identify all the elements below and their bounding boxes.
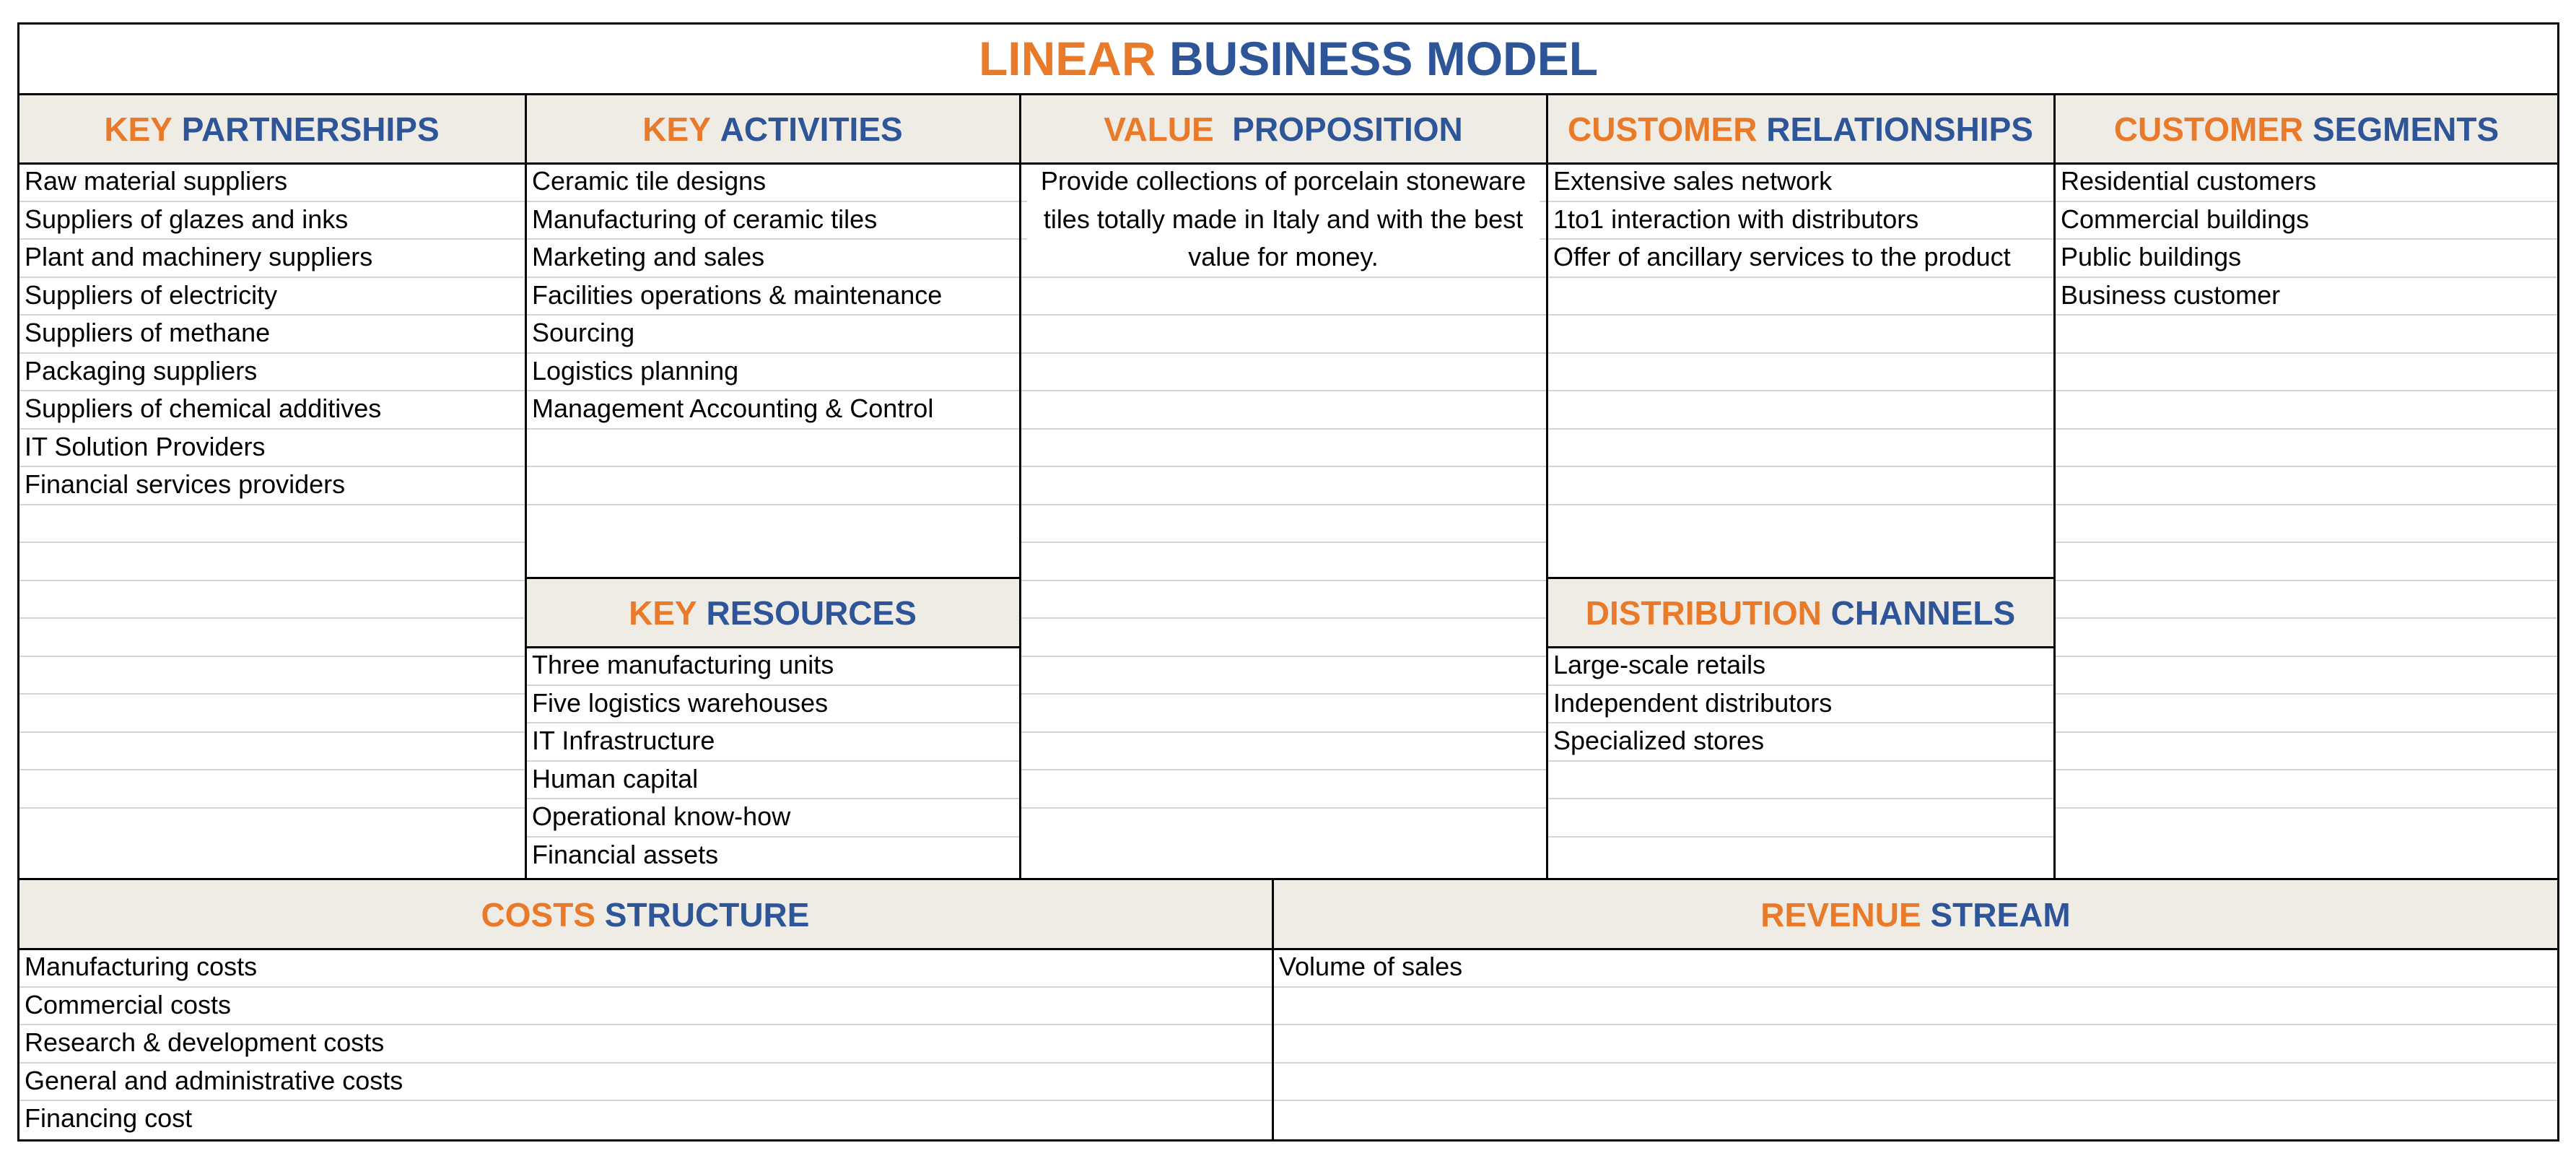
header-key-activities	[525, 94, 1020, 164]
customer-relationships-list	[1547, 164, 2054, 543]
list-item: Large-scale retails	[1547, 648, 2054, 686]
list-item: Suppliers of chemical additives	[18, 391, 525, 430]
list-item	[1272, 988, 2559, 1026]
list-item	[525, 430, 1020, 468]
header-value-proposition-b: PROPOSITION	[1232, 110, 1463, 148]
list-item: Facilities operations & maintenance	[525, 278, 1020, 316]
list-item: Offer of ancillary services to the product	[1547, 240, 2054, 278]
grid-row	[1020, 543, 1547, 581]
header-customer-relationships	[1547, 94, 2054, 164]
list-item	[2054, 354, 2559, 392]
header-key-partnerships	[18, 94, 525, 164]
header-key-partnerships-b: PARTNERSHIPS	[181, 110, 440, 148]
header-revenue-stream-a: REVENUE	[1760, 895, 1921, 934]
header-customer-segments	[2054, 94, 2559, 164]
list-item	[18, 770, 525, 809]
header-distribution-channels-a: DISTRIBUTION	[1585, 593, 1822, 632]
grid-row	[1020, 278, 1547, 316]
grid-row	[1020, 581, 1547, 619]
list-item	[2054, 581, 2559, 619]
list-item: Plant and machinery suppliers	[18, 240, 525, 278]
header-distribution-channels-b: CHANNELS	[1830, 593, 2016, 632]
value-proposition-text: Provide collections of porcelain stoneware tiles totally made in Italy and with the best value for money.	[1027, 162, 1540, 277]
divider-col-3	[1546, 93, 1548, 879]
header-revenue-stream-b: STREAM	[1930, 895, 2071, 934]
list-item: Packaging suppliers	[18, 354, 525, 392]
key-activities-list	[525, 164, 1020, 543]
list-item	[1547, 762, 2054, 800]
header-value-proposition	[1020, 94, 1547, 164]
divider-title	[17, 93, 2559, 95]
customer-segments-list	[2054, 164, 2559, 846]
grid-row	[1020, 430, 1547, 468]
list-item: General and administrative costs	[18, 1064, 1272, 1102]
list-item	[18, 809, 525, 847]
header-customer-relationships-b: RELATIONSHIPS	[1766, 110, 2033, 148]
divider-col-2	[1019, 93, 1021, 879]
list-item	[2054, 543, 2559, 581]
list-item: Financial assets	[532, 839, 719, 869]
list-item	[1272, 1064, 2559, 1102]
list-item	[18, 733, 525, 771]
list-item: Financial services providers	[18, 467, 525, 505]
divider-bottom-headers	[17, 948, 2559, 950]
list-item: 1to1 interaction with distributors	[1547, 202, 2054, 240]
list-item: Commercial buildings	[2054, 202, 2559, 240]
list-item: Raw material suppliers	[18, 164, 525, 202]
list-item: Three manufacturing units	[525, 648, 1020, 686]
list-item: Volume of sales	[1272, 949, 2559, 988]
list-item	[1547, 430, 2054, 468]
list-item: Financing cost	[25, 1103, 193, 1133]
list-item	[1547, 838, 2054, 876]
grid-row	[1020, 695, 1547, 733]
border-bottom	[17, 1139, 2559, 1142]
grid-row	[1020, 316, 1547, 354]
list-item: IT Infrastructure	[525, 723, 1020, 762]
title-word-linear: LINEAR	[978, 32, 1156, 85]
list-item	[18, 695, 525, 733]
divider-distribution-top	[1546, 577, 2056, 579]
grid-row	[1020, 809, 1547, 847]
list-item	[1547, 505, 2054, 544]
list-item	[2054, 619, 2559, 657]
list-item	[1547, 391, 2054, 430]
list-item: Research & development costs	[18, 1025, 1272, 1064]
costs-structure-list	[18, 949, 1272, 1139]
distribution-channels-list	[1547, 648, 2054, 875]
header-distribution-channels	[1547, 578, 2054, 648]
key-resources-list	[525, 648, 1020, 875]
list-item: Specialized stores	[1547, 723, 2054, 762]
list-item: Suppliers of glazes and inks	[18, 202, 525, 240]
grid-row	[1020, 505, 1547, 544]
divider-headers	[17, 162, 2559, 165]
list-item: Sourcing	[525, 316, 1020, 354]
divider-bottom-col	[1272, 878, 1274, 1141]
list-item: Five logistics warehouses	[525, 686, 1020, 724]
divider-bottom-sections	[17, 878, 2559, 880]
list-item	[2054, 657, 2559, 695]
list-item	[18, 657, 525, 695]
list-item: Manufacturing costs	[18, 949, 1272, 988]
header-costs-structure-a: COSTS	[481, 895, 595, 934]
grid-row	[1020, 391, 1547, 430]
list-item: Human capital	[525, 762, 1020, 800]
list-item: Public buildings	[2054, 240, 2559, 278]
header-key-partnerships-a: KEY	[104, 110, 173, 148]
key-partnerships-list	[18, 164, 525, 846]
revenue-stream-list	[1272, 949, 2559, 1139]
list-item: Logistics planning	[525, 354, 1020, 392]
list-item: Extensive sales network	[1547, 164, 2054, 202]
list-item: Suppliers of methane	[18, 316, 525, 354]
list-item	[2054, 430, 2559, 468]
header-revenue-stream	[1272, 879, 2559, 949]
list-item	[1547, 799, 2054, 838]
header-value-proposition-a: VALUE	[1104, 110, 1214, 148]
list-item: Suppliers of electricity	[18, 278, 525, 316]
header-key-resources-b: RESOURCES	[706, 593, 917, 632]
list-item	[2054, 505, 2559, 544]
list-item: Independent distributors	[1547, 686, 2054, 724]
divider-col-1	[525, 93, 527, 879]
header-customer-relationships-a: CUSTOMER	[1568, 110, 1758, 148]
list-item: Operational know-how	[525, 799, 1020, 838]
list-item	[1547, 278, 2054, 316]
title-word-business-model: BUSINESS MODEL	[1169, 32, 1599, 85]
list-item	[1547, 354, 2054, 392]
list-item	[2054, 770, 2559, 809]
header-key-activities-a: KEY	[642, 110, 711, 148]
grid-row	[1020, 733, 1547, 771]
list-item: Residential customers	[2054, 164, 2559, 202]
list-item	[18, 581, 525, 619]
header-costs-structure-b: STRUCTURE	[604, 895, 810, 934]
header-key-resources	[525, 578, 1020, 648]
list-item: Business customer	[2054, 278, 2559, 316]
header-key-activities-b: ACTIVITIES	[720, 110, 903, 148]
list-item	[2054, 467, 2559, 505]
list-item	[2054, 316, 2559, 354]
border-top	[17, 22, 2559, 25]
border-left	[17, 22, 19, 1142]
grid-row	[1020, 619, 1547, 657]
grid-row	[1020, 770, 1547, 809]
list-item: Management Accounting & Control	[525, 391, 1020, 430]
grid-row	[1020, 657, 1547, 695]
divider-col-4	[2053, 93, 2056, 879]
header-key-resources-a: KEY	[629, 593, 697, 632]
list-item	[2054, 695, 2559, 733]
divider-distribution-bottom	[1546, 646, 2056, 648]
divider-key-resources-bottom	[525, 646, 1021, 648]
list-item: Ceramic tile designs	[525, 164, 1020, 202]
list-item	[1272, 1025, 2559, 1064]
list-item: Marketing and sales	[525, 240, 1020, 278]
header-customer-segments-a: CUSTOMER	[2113, 110, 2304, 148]
list-item	[18, 505, 525, 544]
divider-key-resources-top	[525, 577, 1021, 579]
list-item	[18, 619, 525, 657]
list-item: Commercial costs	[18, 988, 1272, 1026]
list-item: Manufacturing of ceramic tiles	[525, 202, 1020, 240]
list-item	[1272, 1101, 2559, 1139]
header-customer-segments-b: SEGMENTS	[2313, 110, 2499, 148]
list-item	[525, 505, 1020, 544]
grid-row	[1020, 354, 1547, 392]
list-item	[2054, 391, 2559, 430]
list-item	[1547, 467, 2054, 505]
border-right	[2557, 22, 2559, 1142]
grid-row	[1020, 467, 1547, 505]
list-item	[2054, 809, 2559, 847]
list-item	[2054, 733, 2559, 771]
list-item	[525, 467, 1020, 505]
list-item	[18, 543, 525, 581]
list-item	[1547, 316, 2054, 354]
header-costs-structure	[18, 879, 1272, 949]
page-title	[18, 23, 2559, 94]
list-item: IT Solution Providers	[18, 430, 525, 468]
